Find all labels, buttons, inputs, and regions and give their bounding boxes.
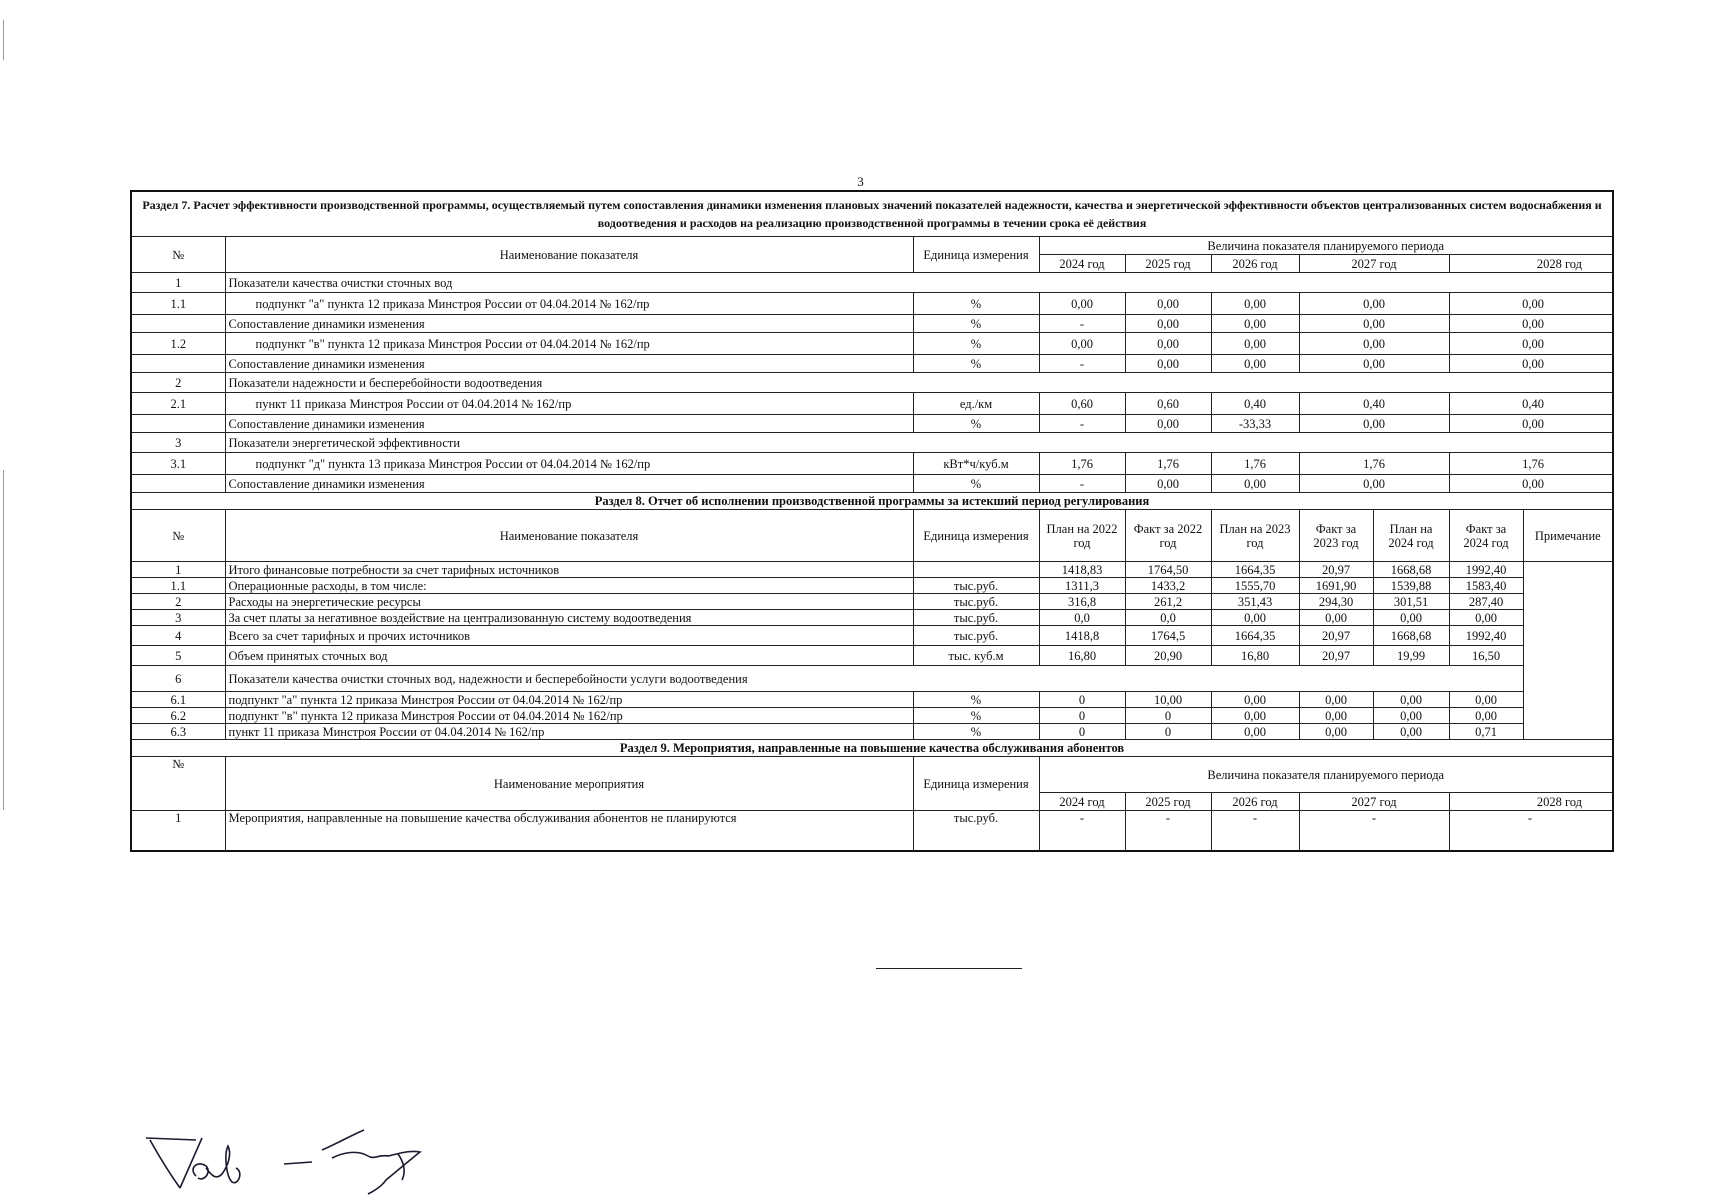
row-unit: тыс. куб.м: [913, 646, 1039, 666]
row-value: 20,97: [1299, 646, 1373, 666]
row-num: 2: [131, 594, 225, 610]
row-name: подпункт "а" пункта 12 приказа Минстроя России от 04.04.2014 № 162/пр: [225, 293, 913, 315]
row-value: 0,00: [1299, 610, 1373, 626]
row-name: Показатели надежности и бесперебойности водоотведения: [225, 373, 1613, 393]
year-header: 2025 год: [1125, 255, 1211, 273]
row-name: Всего за счет тарифных и прочих источников: [225, 626, 913, 646]
row-value: 0,00: [1449, 355, 1613, 373]
row-unit: %: [913, 415, 1039, 433]
row-name: Показатели качества очистки сточных вод, надежности и бесперебойности услуги водоотведения: [225, 666, 1523, 692]
row-value: 0,00: [1373, 692, 1449, 708]
row-name: пункт 11 приказа Минстроя России от 04.04.2014 № 162/пр: [225, 724, 913, 740]
row-value: 1992,40: [1449, 626, 1523, 646]
row-value: 0,00: [1449, 610, 1523, 626]
row-unit: %: [913, 708, 1039, 724]
row-value: 0,40: [1449, 393, 1613, 415]
row-unit: тыс.руб.: [913, 610, 1039, 626]
row-name: пункт 11 приказа Минстроя России от 04.04.2014 № 162/пр: [225, 393, 913, 415]
row-value: 351,43: [1211, 594, 1299, 610]
row-value: 301,51: [1373, 594, 1449, 610]
scan-edge-mark: [3, 20, 4, 60]
row-unit: %: [913, 724, 1039, 740]
row-value: 1555,70: [1211, 578, 1299, 594]
row-num: 6.1: [131, 692, 225, 708]
row-value: 0,00: [1211, 475, 1299, 493]
row-value: 0,00: [1299, 333, 1449, 355]
year-header: 2026 год: [1211, 255, 1299, 273]
row-value: 0,00: [1449, 293, 1613, 315]
row-value: -: [1449, 811, 1613, 851]
row-value: 0,00: [1373, 724, 1449, 740]
row-name: Сопоставление динамики изменения: [225, 415, 913, 433]
row-num: 1.2: [131, 333, 225, 355]
col-header-period: Величина показателя планируемого периода: [1039, 237, 1613, 255]
section9-body: [131, 811, 1613, 851]
row-num: 6: [131, 666, 225, 692]
handwritten-signature: [136, 1110, 466, 1200]
row-value: -: [1039, 475, 1125, 493]
row-value: 0,00: [1299, 315, 1449, 333]
table-row: [131, 415, 1613, 433]
row-num: 1.1: [131, 293, 225, 315]
row-value: 294,30: [1299, 594, 1373, 610]
table-row: [131, 333, 1613, 355]
col-header-fact-2022: Факт за 2022 год: [1125, 510, 1211, 562]
col-header-plan-2024: План на 2024 год: [1373, 510, 1449, 562]
row-value: 20,90: [1125, 646, 1211, 666]
row-value: 0,00: [1125, 315, 1211, 333]
section7-header-row: [131, 237, 1613, 255]
row-name: Сопоставление динамики изменения: [225, 315, 913, 333]
row-value: 287,40: [1449, 594, 1523, 610]
row-value: 1,76: [1211, 453, 1299, 475]
row-value: 0,71: [1449, 724, 1523, 740]
row-value: 0,00: [1125, 415, 1211, 433]
row-value: 10,00: [1125, 692, 1211, 708]
page-number: 3: [857, 174, 864, 189]
table-row: [131, 373, 1613, 393]
row-name: подпункт "в" пункта 12 приказа Минстроя России от 04.04.2014 № 162/пр: [225, 708, 913, 724]
row-value: -: [1299, 811, 1449, 851]
row-value: 1418,83: [1039, 562, 1125, 578]
row-value: 0,00: [1211, 315, 1299, 333]
row-value: 0,00: [1449, 692, 1523, 708]
row-value: 0,00: [1211, 610, 1299, 626]
col-header-unit: Единица измерения: [913, 510, 1039, 562]
year-header: 2027 год: [1299, 255, 1449, 273]
year-header: 2024 год: [1039, 255, 1125, 273]
table-row: [131, 708, 1613, 724]
row-unit: %: [913, 692, 1039, 708]
row-num: 1.1: [131, 578, 225, 594]
row-value: 0,00: [1211, 333, 1299, 355]
row-num: 3: [131, 433, 225, 453]
scan-edge-mark: [3, 470, 4, 810]
row-value: 1539,88: [1373, 578, 1449, 594]
section9-header-row: [131, 757, 1613, 793]
row-value: 0,00: [1449, 415, 1613, 433]
row-num: 1: [131, 562, 225, 578]
row-unit: ед./км: [913, 393, 1039, 415]
col-header-num: №: [131, 757, 225, 811]
row-value: 1664,35: [1211, 626, 1299, 646]
row-value: 0,0: [1039, 610, 1125, 626]
row-value: 1,76: [1299, 453, 1449, 475]
col-header-period: Величина показателя планируемого периода: [1039, 757, 1613, 793]
row-value: 0: [1039, 692, 1125, 708]
row-value: 0,00: [1211, 355, 1299, 373]
row-num: 2: [131, 373, 225, 393]
row-value: 0,00: [1299, 415, 1449, 433]
col-header-fact-2024: Факт за 2024 год: [1449, 510, 1523, 562]
row-num: 6.3: [131, 724, 225, 740]
row-value: 0,00: [1125, 475, 1211, 493]
row-value: 261,2: [1125, 594, 1211, 610]
col-header-unit: Единица измерения: [913, 757, 1039, 811]
row-value: 1418,8: [1039, 626, 1125, 646]
row-num: [131, 315, 225, 333]
document-sheet: [130, 190, 1612, 852]
row-name: Объем принятых сточных вод: [225, 646, 913, 666]
row-unit: тыс.руб.: [913, 811, 1039, 851]
col-header-plan-2022: План на 2022 год: [1039, 510, 1125, 562]
col-header-name: Наименование показателя: [225, 510, 913, 562]
report-table: [130, 190, 1614, 852]
row-unit: тыс.руб.: [913, 626, 1039, 646]
table-row: [131, 692, 1613, 708]
row-unit: тыс.руб.: [913, 594, 1039, 610]
row-value: 1433,2: [1125, 578, 1211, 594]
row-value: 1,76: [1039, 453, 1125, 475]
row-num: 4: [131, 626, 225, 646]
row-value: 0,40: [1299, 393, 1449, 415]
row-value: 0,00: [1299, 724, 1373, 740]
table-row: [131, 293, 1613, 315]
table-row: [131, 666, 1613, 692]
row-name: Показатели энергетической эффективности: [225, 433, 1613, 453]
section8-header-row: [131, 510, 1613, 562]
row-name: Расходы на энергетические ресурсы: [225, 594, 913, 610]
section9-title-row: [131, 740, 1613, 757]
row-value: 1764,50: [1125, 562, 1211, 578]
table-row: [131, 393, 1613, 415]
row-value: 0,00: [1299, 355, 1449, 373]
col-header-unit: Единица измерения: [913, 237, 1039, 273]
row-num: 2.1: [131, 393, 225, 415]
row-value: 0,00: [1125, 333, 1211, 355]
row-value: 0,00: [1449, 315, 1613, 333]
table-row: [131, 610, 1613, 626]
table-row: [131, 578, 1613, 594]
row-value: 0: [1125, 724, 1211, 740]
row-value: 0,60: [1039, 393, 1125, 415]
row-value: -: [1125, 811, 1211, 851]
row-value: 0: [1039, 708, 1125, 724]
row-unit: %: [913, 333, 1039, 355]
row-value: 0,00: [1299, 293, 1449, 315]
row-value: 0,00: [1211, 724, 1299, 740]
divider-line: [876, 968, 1022, 969]
row-value: -33,33: [1211, 415, 1299, 433]
section7-title: Раздел 7. Расчет эффективности производственной программы, осуществляемый путем сопоставления динамики изменения плановых значений показателей надежности, качества и энергетической эффективности объектов централизованных систем водоснабжения и водоотведения и расходов на реализацию производственной программы в течении срока её действия: [131, 191, 1613, 237]
col-header-name: Наименование мероприятия: [225, 757, 913, 811]
section8-title-row: [131, 493, 1613, 510]
row-name: Сопоставление динамики изменения: [225, 475, 913, 493]
row-unit: %: [913, 475, 1039, 493]
table-row: [131, 433, 1613, 453]
table-row: [131, 594, 1613, 610]
row-value: -: [1211, 811, 1299, 851]
row-num: 3.1: [131, 453, 225, 475]
section7-body: [131, 273, 1613, 493]
row-value: 0,00: [1449, 333, 1613, 355]
row-num: 6.2: [131, 708, 225, 724]
row-value: 0,00: [1449, 708, 1523, 724]
row-value: 0,00: [1125, 355, 1211, 373]
row-unit: %: [913, 315, 1039, 333]
row-unit: тыс.руб.: [913, 578, 1039, 594]
row-name: Показатели качества очистки сточных вод: [225, 273, 1613, 293]
row-value: 16,80: [1039, 646, 1125, 666]
table-row: [131, 562, 1613, 578]
row-value: 1664,35: [1211, 562, 1299, 578]
row-value: 0,00: [1299, 708, 1373, 724]
row-name: Сопоставление динамики изменения: [225, 355, 913, 373]
row-name: За счет платы за негативное воздействие на централизованную систему водоотведения: [225, 610, 913, 626]
section7-title-row: [131, 191, 1613, 237]
row-value: 1,76: [1449, 453, 1613, 475]
row-unit: кВт*ч/куб.м: [913, 453, 1039, 475]
row-value: 16,50: [1449, 646, 1523, 666]
row-value: 0,00: [1299, 475, 1449, 493]
section8-body: [131, 562, 1613, 740]
row-value: 0,00: [1373, 708, 1449, 724]
row-num: 1: [131, 273, 225, 293]
row-num: [131, 475, 225, 493]
row-name: подпункт "д" пункта 13 приказа Минстроя России от 04.04.2014 № 162/пр: [225, 453, 913, 475]
row-value: -: [1039, 415, 1125, 433]
row-value: 1583,40: [1449, 578, 1523, 594]
row-value: 1,76: [1125, 453, 1211, 475]
row-value: 0,00: [1125, 293, 1211, 315]
col-header-num: №: [131, 510, 225, 562]
row-value: 0,00: [1449, 475, 1613, 493]
row-value: 1311,3: [1039, 578, 1125, 594]
row-value: 0: [1039, 724, 1125, 740]
row-value: 1668,68: [1373, 626, 1449, 646]
section9-title: Раздел 9. Мероприятия, направленные на повышение качества обслуживания абонентов: [131, 740, 1613, 757]
year-header: 2026 год: [1211, 793, 1299, 811]
table-row: [131, 475, 1613, 493]
col-header-note: Примечание: [1523, 510, 1613, 562]
row-value: 20,97: [1299, 562, 1373, 578]
row-value: 19,99: [1373, 646, 1449, 666]
table-row: [131, 273, 1613, 293]
row-value: 0,00: [1211, 692, 1299, 708]
row-value: 0,0: [1125, 610, 1211, 626]
row-name: подпункт "а" пункта 12 приказа Минстроя России от 04.04.2014 № 162/пр: [225, 692, 913, 708]
row-value: 0,60: [1125, 393, 1211, 415]
table-row: [131, 811, 1613, 851]
row-value: 20,97: [1299, 626, 1373, 646]
row-value: 0: [1125, 708, 1211, 724]
year-header: 2025 год: [1125, 793, 1211, 811]
section8-title: Раздел 8. Отчет об исполнении производственной программы за истекший период регулирования: [131, 493, 1613, 510]
table-row: [131, 646, 1613, 666]
row-name: Операционные расходы, в том числе:: [225, 578, 913, 594]
row-unit: %: [913, 355, 1039, 373]
row-value: 0,00: [1211, 708, 1299, 724]
row-value: 0,00: [1299, 692, 1373, 708]
table-row: [131, 315, 1613, 333]
row-value: 0,00: [1373, 610, 1449, 626]
row-unit: %: [913, 293, 1039, 315]
col-header-name: Наименование показателя: [225, 237, 913, 273]
col-header-plan-2023: План на 2023 год: [1211, 510, 1299, 562]
row-value: 0,40: [1211, 393, 1299, 415]
row-num: [131, 415, 225, 433]
row-num: 1: [131, 811, 225, 851]
year-header: 2024 год: [1039, 793, 1125, 811]
row-value: -: [1039, 355, 1125, 373]
row-value: -: [1039, 315, 1125, 333]
row-value: 0,00: [1211, 293, 1299, 315]
table-row: [131, 626, 1613, 646]
table-row: [131, 453, 1613, 475]
row-num: 5: [131, 646, 225, 666]
row-value: 16,80: [1211, 646, 1299, 666]
col-header-num: №: [131, 237, 225, 273]
row-value: -: [1039, 811, 1125, 851]
table-row: [131, 724, 1613, 740]
note-cell: [1523, 562, 1613, 740]
row-name: подпункт "в" пункта 12 приказа Минстроя России от 04.04.2014 № 162/пр: [225, 333, 913, 355]
year-header: 2027 год: [1299, 793, 1449, 811]
row-value: 1992,40: [1449, 562, 1523, 578]
row-value: 1764,5: [1125, 626, 1211, 646]
row-value: 0,00: [1039, 333, 1125, 355]
row-value: 1691,90: [1299, 578, 1373, 594]
row-value: 0,00: [1039, 293, 1125, 315]
row-num: [131, 355, 225, 373]
row-value: 1668,68: [1373, 562, 1449, 578]
col-header-fact-2023: Факт за 2023 год: [1299, 510, 1373, 562]
row-value: 316,8: [1039, 594, 1125, 610]
year-header: 2028 год: [1449, 793, 1613, 811]
row-unit: [913, 562, 1039, 578]
table-row: [131, 355, 1613, 373]
year-header: 2028 год: [1449, 255, 1613, 273]
row-name: Итого финансовые потребности за счет тарифных источников: [225, 562, 913, 578]
row-name: Мероприятия, направленные на повышение качества обслуживания абонентов не планируются: [225, 811, 913, 851]
row-num: 3: [131, 610, 225, 626]
